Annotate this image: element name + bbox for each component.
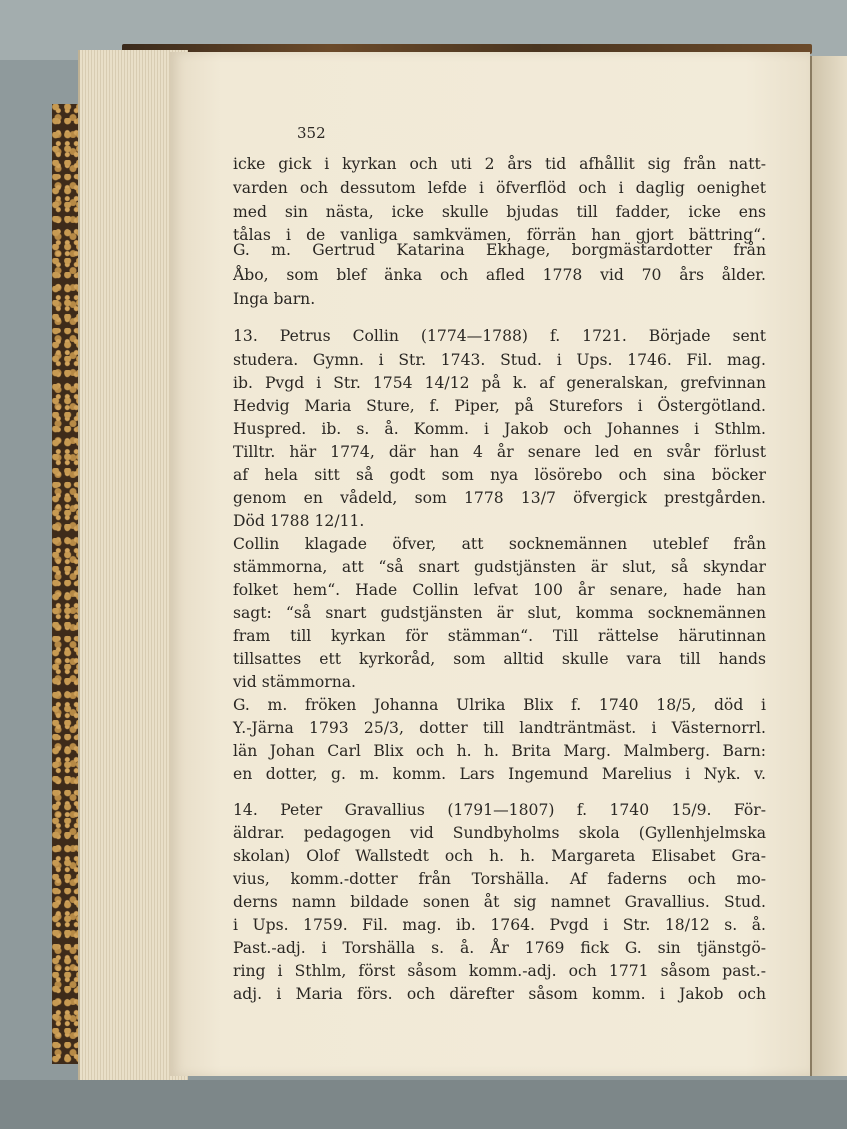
text-line: G. m. fröken Johanna Ulrika Blix f. 1740 18/5, död i (233, 696, 766, 714)
text-line: med sin nästa, icke skulle bjudas till fadder, icke ens (233, 203, 766, 221)
text-line: Död 1788 12/11. (233, 512, 365, 530)
text-line: studera. Gymn. i Str. 1743. Stud. i Ups. 1746. Fil. mag. (233, 351, 766, 369)
facing-page-edge (810, 56, 847, 1076)
text-line: en dotter, g. m. komm. Lars Ingemund Marelius i Nyk. v. (233, 765, 766, 783)
text-line: af hela sitt så godt som nya lösörebo och sina böcker (233, 466, 766, 484)
text-line: G. m. Gertrud Katarina Ekhage, borgmästardotter från (233, 241, 766, 259)
text-line: vid stämmorna. (233, 673, 357, 691)
text-line: stämmorna, att “så snart gudstjänsten är slut, så skyndar (233, 558, 766, 576)
text-line: varden och dessutom lefde i öfverflöd och i daglig oenighet (233, 179, 766, 197)
text-line: Collin klagade öfver, att socknemännen uteblef från (233, 535, 766, 553)
text-line: sagt: “så snart gudstjänsten är slut, komma socknemännen (233, 604, 766, 622)
text-line: 14. Peter Gravallius (1791—1807) f. 1740 15/9. För- (233, 801, 766, 819)
text-line: ring i Sthlm, först såsom komm.-adj. och 1771 såsom past.- (233, 962, 766, 980)
text-line: Past.-adj. i Torshälla s. å. År 1769 fick G. sin tjänstgö- (233, 939, 766, 957)
text-line: Hedvig Maria Sture, f. Piper, på Sturefors i Östergötland. (233, 397, 766, 415)
text-line: tillsattes ett kyrkoråd, som alltid skulle vara till hands (233, 650, 766, 668)
text-line: Huspred. ib. s. å. Komm. i Jakob och Johannes i Sthlm. (233, 420, 766, 438)
text-line: tålas i de vanliga samkvämen, förrän han gjort bättring“. (233, 226, 766, 244)
text-line: fram till kyrkan för stämman“. Till rättelse härutinnan (233, 627, 766, 645)
text-line: skolan) Olof Wallstedt och h. h. Margareta Elisabet Gra- (233, 847, 766, 865)
text-line: Tilltr. här 1774, där han 4 år senare led en svår förlust (233, 443, 766, 461)
text-line: i Ups. 1759. Fil. mag. ib. 1764. Pvgd i Str. 18/12 s. å. (233, 916, 766, 934)
text-line: derns namn bildade sonen åt sig namnet Gravallius. Stud. (233, 893, 766, 911)
text-line: äldrar. pedagogen vid Sundbyholms skola (Gyllenhjelmska (233, 824, 766, 842)
text-line: genom en vådeld, som 1778 13/7 öfvergick prestgården. (233, 489, 766, 507)
text-line: folket hem“. Hade Collin lefvat 100 år senare, hade han (233, 581, 766, 599)
text-line: 13. Petrus Collin (1774—1788) f. 1721. Började sent (233, 327, 766, 345)
text-line: icke gick i kyrkan och uti 2 års tid afhållit sig från natt- (233, 155, 766, 173)
text-line: vius, komm.-dotter från Torshälla. Af faderns och mo- (233, 870, 766, 888)
page-number: 352 (297, 124, 326, 142)
text-line: Y.-Järna 1793 25/3, dotter till landträntmäst. i Västernorrl. (233, 719, 766, 737)
background-bottom (0, 1080, 847, 1129)
text-line: Inga barn. (233, 290, 316, 308)
text-line: Åbo, som blef änka och afled 1778 vid 70 års ålder. (233, 266, 766, 284)
text-line: ib. Pvgd i Str. 1754 14/12 på k. af generalskan, grefvinnan (233, 374, 766, 392)
text-line: län Johan Carl Blix och h. h. Brita Marg. Malmberg. Barn: (233, 742, 766, 760)
text-line: adj. i Maria förs. och därefter såsom komm. i Jakob och (233, 985, 766, 1003)
